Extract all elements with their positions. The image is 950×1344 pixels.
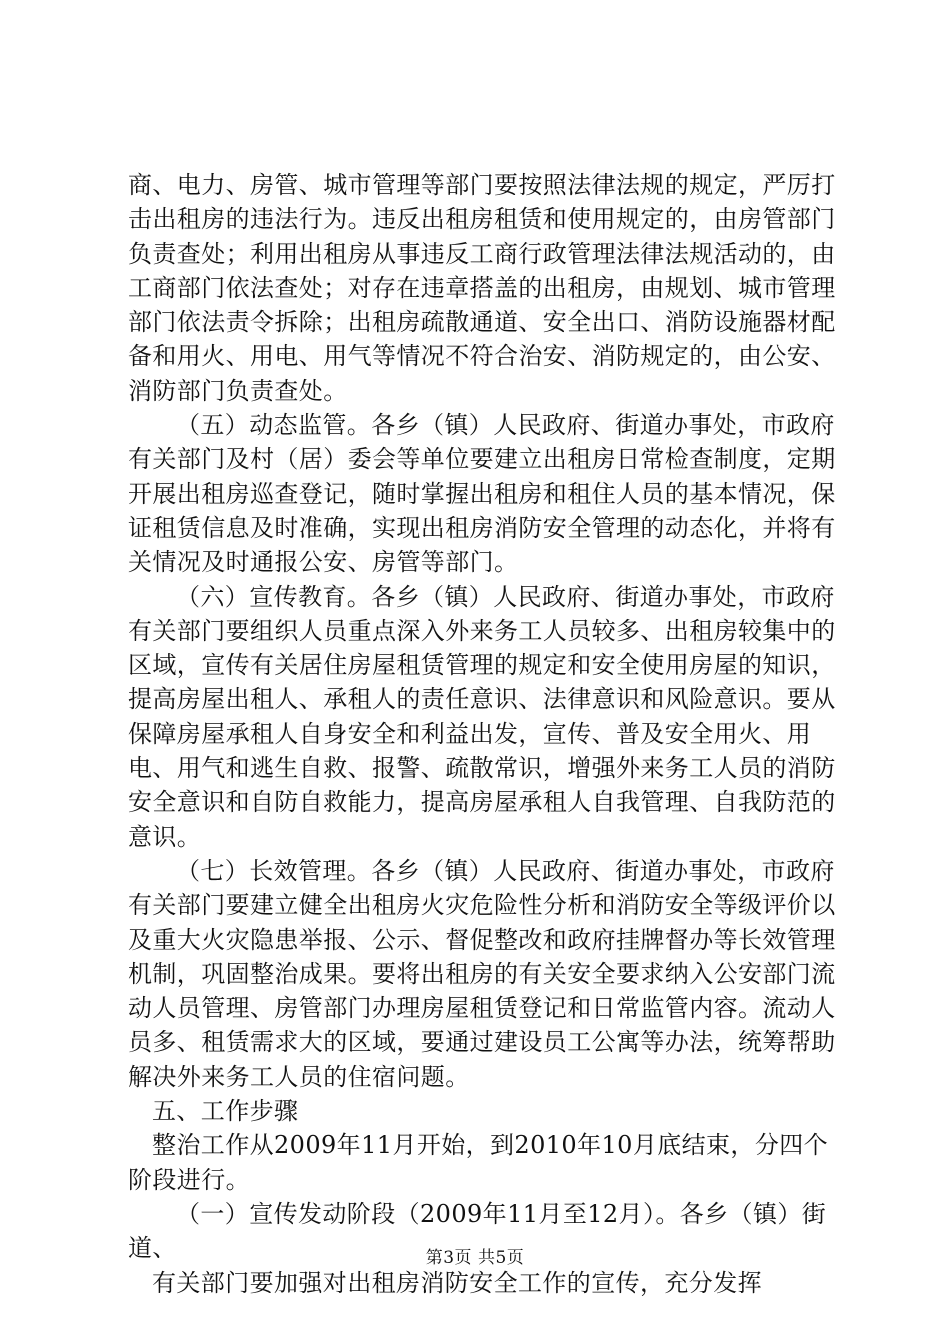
document-body: [128, 168, 848, 1300]
paragraph-long-term-management: （七）长效管理。各乡（镇）人民政府、街道办事处，市政府有关部门要建立健全出租房火灾危险性分析和消防安全等级评价以及重大火灾隐患举报、公示、督促整改和政府挂牌督办等长效管理机制，巩固整治成果。要将出租房的有关安全要求纳入公安部门流动人员管理、房管部门办理房屋租赁登记和日常监管内容。流动人员多、租赁需求大的区域，要通过建设员工公寓等办法，统筹帮助解决外来务工人员的住宿问题。: [128, 856, 836, 1091]
page-number-footer: 第3页 共5页: [425, 1248, 525, 1268]
paragraph-phase-one: （一）宣传发动阶段（2009年11月至12月）。各乡（镇）街道、: [128, 1199, 827, 1263]
paragraph-work-schedule: 整治工作从2009年11月开始，到2010年10月底结束，分四个阶段进行。: [128, 1131, 829, 1194]
paragraph-continuation: 有关部门要加强对出租房消防安全工作的宣传，充分发挥: [152, 1268, 762, 1297]
section-heading-work-steps: 五、工作步骤: [152, 1097, 299, 1126]
paragraph-dynamic-supervision: （五）动态监管。各乡（镇）人民政府、街道办事处，市政府有关部门及村（居）委会等单位要建立出租房日常检查制度，定期开展出租房巡查登记，随时掌握出租房和租住人员的基本情况，保证租赁信息及时准确，实现出租房消防安全管理的动态化，并将有关情况及时通报公安、房管等部门。: [128, 411, 836, 577]
paragraph-publicity-education: （六）宣传教育。各乡（镇）人民政府、街道办事处，市政府有关部门要组织人员重点深入外来务工人员较多、出租房较集中的区域，宣传有关居住房屋租赁管理的规定和安全使用房屋的知识，提高房屋出租人、承租人的责任意识、法律意识和风险意识。要从保障房屋承租人自身安全和利益出发，宣传、普及安全用火、用电、用气和逃生自救、报警、疏散常识，增强外来务工人员的消防安全意识和自防自救能力，提高房屋承租人自我管理、自我防范的意识。: [128, 582, 836, 851]
paragraph-enforcement: 商、电力、房管、城市管理等部门要按照法律法规的规定，严厉打击出租房的违法行为。违反出租房租赁和使用规定的，由房管部门负责查处；利用出租房从事违反工商行政管理法律法规活动的，由工商部门依法查处；对存在违章搭盖的出租房，由规划、城市管理部门依法责令拆除；出租房疏散通道、安全出口、消防设施器材配备和用火、用电、用气等情况不符合治安、消防规定的，由公安、消防部门负责查处。: [128, 171, 836, 405]
